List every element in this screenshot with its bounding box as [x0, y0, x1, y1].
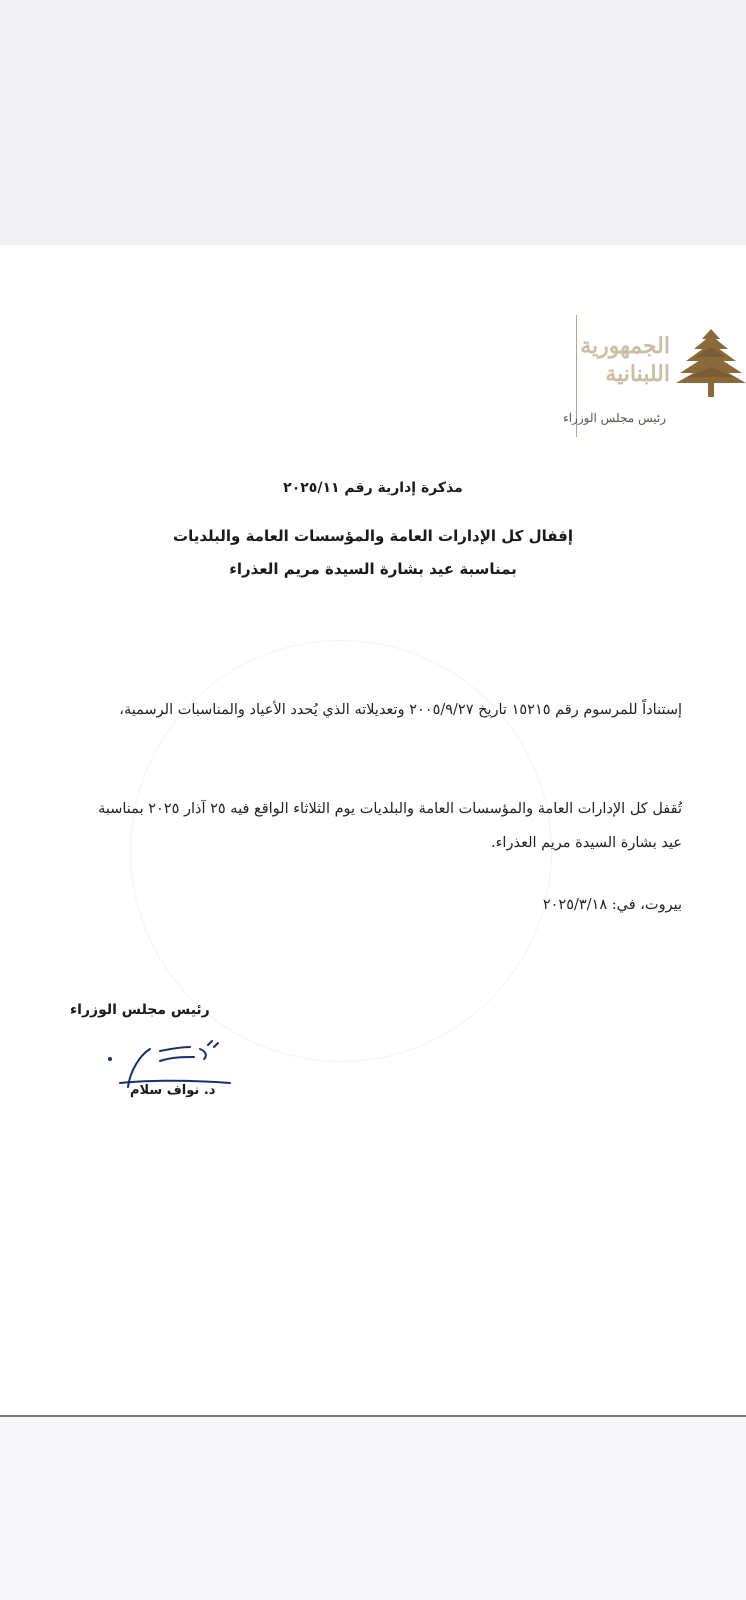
body-paragraph-legal-basis: إستناداً للمرسوم رقم ١٥٢١٥ تاريخ ٢٠٠٥/٩/٢٧ وتعديلاته الذي يُحدد الأعياد والمناسبات الرسمية، [119, 702, 682, 718]
body-paragraph-closure: تُقفل كل الإدارات العامة والمؤسسات العامة والبلديات يوم الثلاثاء الواقع فيه ٢٥ آذار ٢٠٢٥ بمناسبة عيد بشارة السيدة مريم العذراء. [98, 801, 682, 851]
memo-title: مذكرة إدارية رقم ٢٠٢٥/١١ [283, 480, 463, 496]
memo-subject-line2: بمناسبة عيد بشارة السيدة مريم العذراء [229, 560, 517, 578]
letterhead-office: رئيس مجلس الوزراء [563, 411, 666, 425]
signer-title: رئيس مجلس الوزراء [70, 1002, 210, 1018]
memo-document [0, 245, 746, 1417]
cedar-tree-icon [676, 327, 746, 399]
letterhead-republic: الجمهورية [580, 333, 670, 359]
letterhead-lebanese: اللبنانية [605, 361, 670, 387]
letterhead [546, 315, 746, 440]
memo-subject-line1: إقفال كل الإدارات العامة والمؤسسات العامة والبلديات [173, 527, 573, 545]
viewer-background [0, 1417, 746, 1600]
signer-name: د. نواف سلام [130, 1083, 216, 1098]
place-date: بيروت، في: ٢٠٢٥/٣/١٨ [542, 897, 682, 913]
